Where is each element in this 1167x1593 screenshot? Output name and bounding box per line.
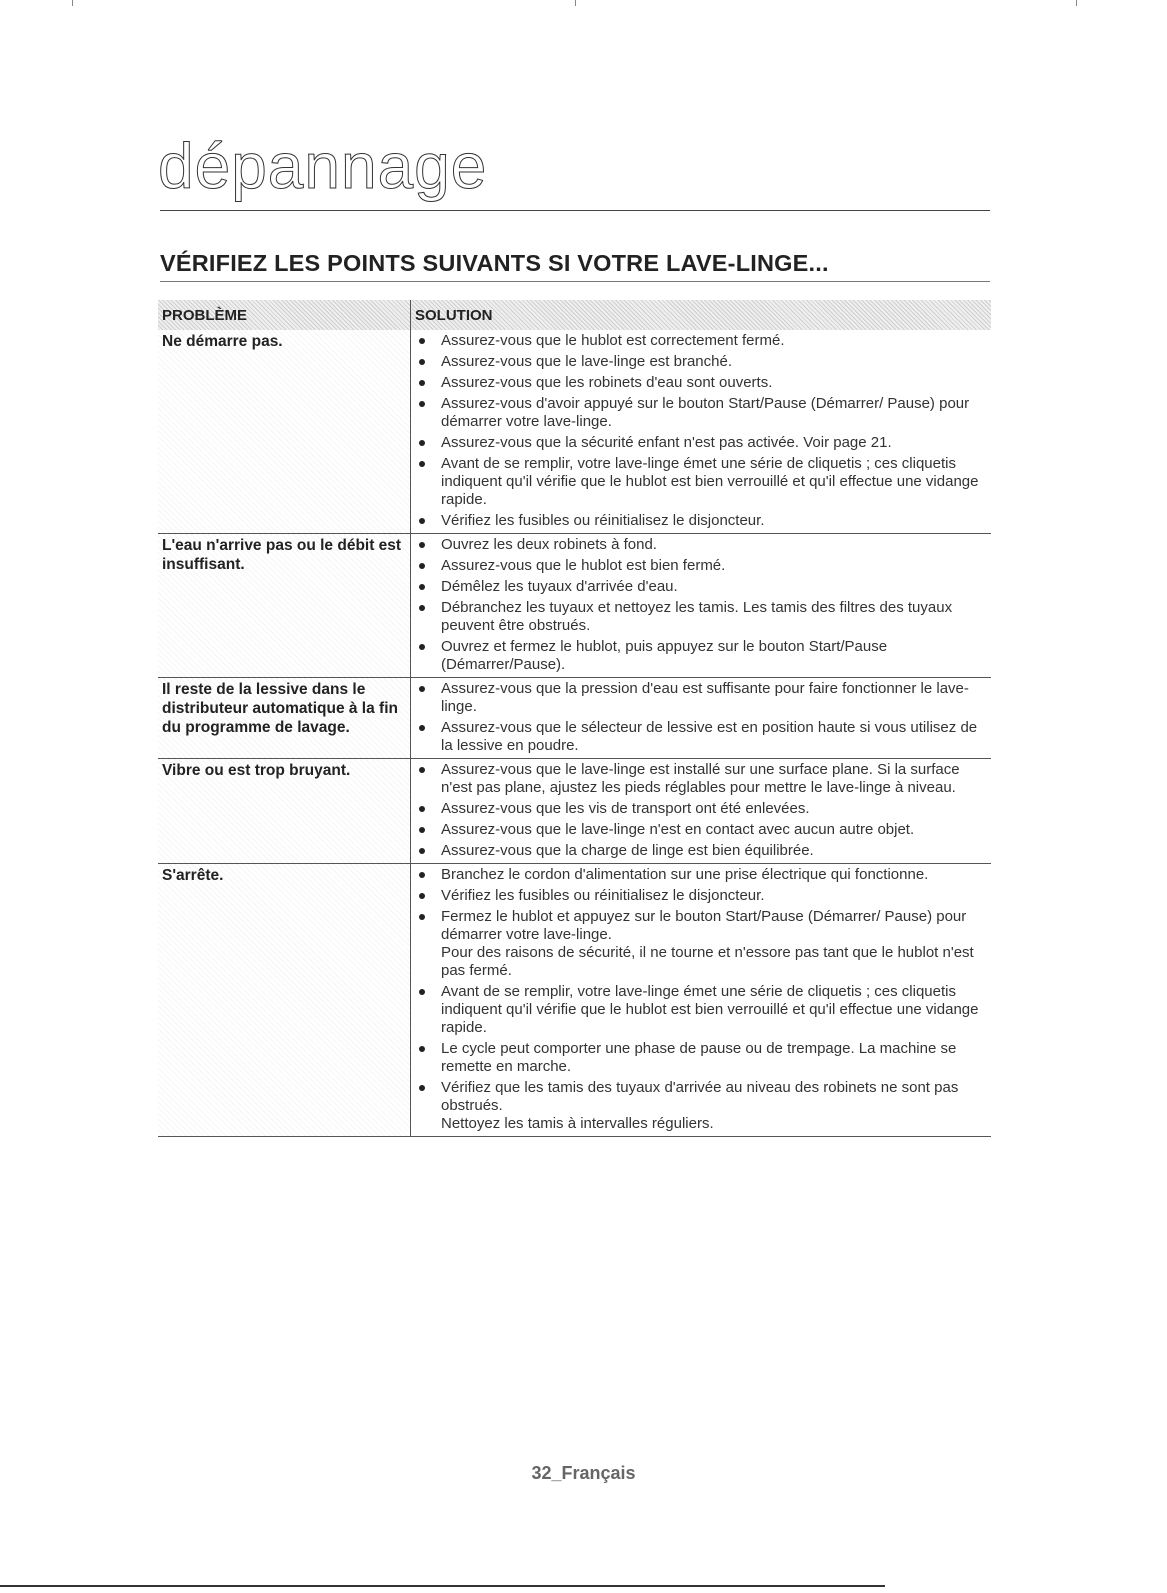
bullet-icon [419, 440, 425, 446]
solution-item [419, 1040, 985, 1076]
table-row [158, 678, 991, 759]
solution-item [419, 1079, 985, 1133]
problem-cell: Il reste de la lessive dans le distributeur automatique à la fin du programme de lavage. [158, 678, 411, 759]
bullet-icon [419, 584, 425, 590]
solution-text: Vérifiez que les tamis des tuyaux d'arrivée au niveau des robinets ne sont pas obstrués. [441, 1079, 959, 1114]
page-title-area [158, 130, 990, 211]
solution-text: Assurez-vous que la sécurité enfant n'est pas activée. Voir page 21. [441, 434, 892, 451]
solution-item [419, 719, 985, 755]
solution-item [419, 887, 985, 905]
solution-list [419, 866, 985, 1133]
solution-item [419, 866, 985, 884]
solution-item [419, 761, 985, 797]
page-title: dépannage [158, 130, 488, 202]
bullet-icon [419, 989, 425, 995]
crop-mark [1076, 0, 1077, 6]
bullet-icon [419, 827, 425, 833]
problem-cell: Vibre ou est trop bruyant. [158, 759, 411, 864]
solution-item [419, 599, 985, 635]
solution-item [419, 434, 985, 452]
solution-cell [411, 864, 992, 1137]
solution-text: Assurez-vous que les vis de transport ont été enlevées. [441, 800, 810, 817]
solution-item [419, 455, 985, 509]
solution-item [419, 557, 985, 575]
solution-item [419, 536, 985, 554]
solution-text: Branchez le cordon d'alimentation sur une prise électrique qui fonctionne. [441, 866, 929, 883]
solution-text: Assurez-vous que le lave-linge est installé sur une surface plane. Si la surface n'est pas plane, ajustez les pieds réglables pour mettre le lave-linge à niveau. [441, 761, 960, 796]
solution-item [419, 353, 985, 371]
solution-cell [411, 534, 992, 678]
bullet-icon [419, 563, 425, 569]
table-row [158, 534, 991, 678]
solution-item [419, 908, 985, 980]
troubleshooting-table [158, 300, 991, 1137]
solution-item [419, 374, 985, 392]
solution-item [419, 332, 985, 350]
bullet-icon [419, 1046, 425, 1052]
solution-text: Assurez-vous que la charge de linge est bien équilibrée. [441, 842, 814, 859]
solution-item [419, 512, 985, 530]
problem-cell: Ne démarre pas. [158, 330, 411, 534]
crop-mark [575, 0, 576, 6]
solution-text: Débranchez les tuyaux et nettoyez les tamis. Les tamis des filtres des tuyaux peuvent être obstrués. [441, 599, 953, 634]
solution-text: Vérifiez les fusibles ou réinitialisez le disjoncteur. [441, 887, 765, 904]
solution-list [419, 332, 985, 530]
solution-item [419, 800, 985, 818]
bullet-icon [419, 542, 425, 548]
bullet-icon [419, 893, 425, 899]
bullet-icon [419, 461, 425, 467]
solution-item [419, 395, 985, 431]
table-row [158, 759, 991, 864]
solution-text: Assurez-vous que le hublot est correctement fermé. [441, 332, 785, 349]
solution-column-header: SOLUTION [411, 300, 992, 330]
solution-item [419, 578, 985, 596]
solution-text: Assurez-vous que le lave-linge est branché. [441, 353, 732, 370]
problem-cell: L'eau n'arrive pas ou le débit est insuffisant. [158, 534, 411, 678]
bottom-rule [0, 1585, 885, 1587]
solution-item [419, 842, 985, 860]
solution-text: Avant de se remplir, votre lave-linge émet une série de cliquetis ; ces cliquetis indiquent qu'il vérifie que le hublot est bien verrouillé et qu'il effectue une vidange rapide. [441, 455, 979, 508]
crop-mark [72, 0, 73, 6]
bullet-icon [419, 518, 425, 524]
table-row [158, 330, 991, 534]
bullet-icon [419, 914, 425, 920]
solution-text: Vérifiez les fusibles ou réinitialisez le disjoncteur. [441, 512, 765, 529]
solution-item [419, 680, 985, 716]
problem-column-header: PROBLÈME [158, 300, 411, 330]
solution-item [419, 638, 985, 674]
bullet-icon [419, 359, 425, 365]
solution-text: Assurez-vous que le hublot est bien fermé. [441, 557, 726, 574]
solution-list [419, 536, 985, 674]
solution-text: Ouvrez les deux robinets à fond. [441, 536, 657, 553]
bullet-icon [419, 605, 425, 611]
problem-cell: S'arrête. [158, 864, 411, 1137]
solution-text: Assurez-vous que la pression d'eau est suffisante pour faire fonctionner le lave-linge. [441, 680, 969, 715]
solution-cell [411, 759, 992, 864]
table-header-row [158, 300, 991, 330]
bullet-icon [419, 806, 425, 812]
solution-item [419, 821, 985, 839]
bullet-icon [419, 338, 425, 344]
bullet-icon [419, 872, 425, 878]
table-body [158, 330, 991, 1137]
page-footer: 32_Français [531, 1463, 636, 1483]
solution-item [419, 983, 985, 1037]
solution-text: Démêlez les tuyaux d'arrivée d'eau. [441, 578, 678, 595]
solution-text: Assurez-vous d'avoir appuyé sur le bouton Start/Pause (Démarrer/ Pause) pour démarrer votre lave-linge. [441, 395, 970, 430]
solution-text: Fermez le hublot et appuyez sur le bouton Start/Pause (Démarrer/ Pause) pour démarrer votre lave-linge. [441, 908, 967, 943]
solution-cell [411, 330, 992, 534]
solution-text: Ouvrez et fermez le hublot, puis appuyez sur le bouton Start/Pause (Démarrer/Pause). [441, 638, 888, 673]
solution-text: Avant de se remplir, votre lave-linge émet une série de cliquetis ; ces cliquetis indiquent qu'il vérifie que le hublot est bien verrouillé et qu'il effectue une vidange rapide. [441, 983, 979, 1036]
solution-text: Le cycle peut comporter une phase de pause ou de trempage. La machine se remette en marche. [441, 1040, 957, 1075]
bullet-icon [419, 848, 425, 854]
solution-list [419, 680, 985, 755]
section-heading: VÉRIFIEZ LES POINTS SUIVANTS SI VOTRE LAVE-LINGE... [160, 250, 990, 282]
bullet-icon [419, 767, 425, 773]
solution-text: Assurez-vous que le lave-linge n'est en contact avec aucun autre objet. [441, 821, 915, 838]
bullet-icon [419, 725, 425, 731]
bullet-icon [419, 644, 425, 650]
solution-text: Assurez-vous que les robinets d'eau sont ouverts. [441, 374, 773, 391]
bullet-icon [419, 1085, 425, 1091]
solution-note: Nettoyez les tamis à intervalles réguliers. [441, 1115, 714, 1132]
solution-text: Assurez-vous que le sélecteur de lessive est en position haute si vous utilisez de la lessive en poudre. [441, 719, 978, 754]
solution-cell [411, 678, 992, 759]
table-row [158, 864, 991, 1137]
bullet-icon [419, 401, 425, 407]
solution-note: Pour des raisons de sécurité, il ne tourne et n'essore pas tant que le hublot n'est pas fermé. [441, 944, 974, 979]
bullet-icon [419, 686, 425, 692]
bullet-icon [419, 380, 425, 386]
solution-list [419, 761, 985, 860]
